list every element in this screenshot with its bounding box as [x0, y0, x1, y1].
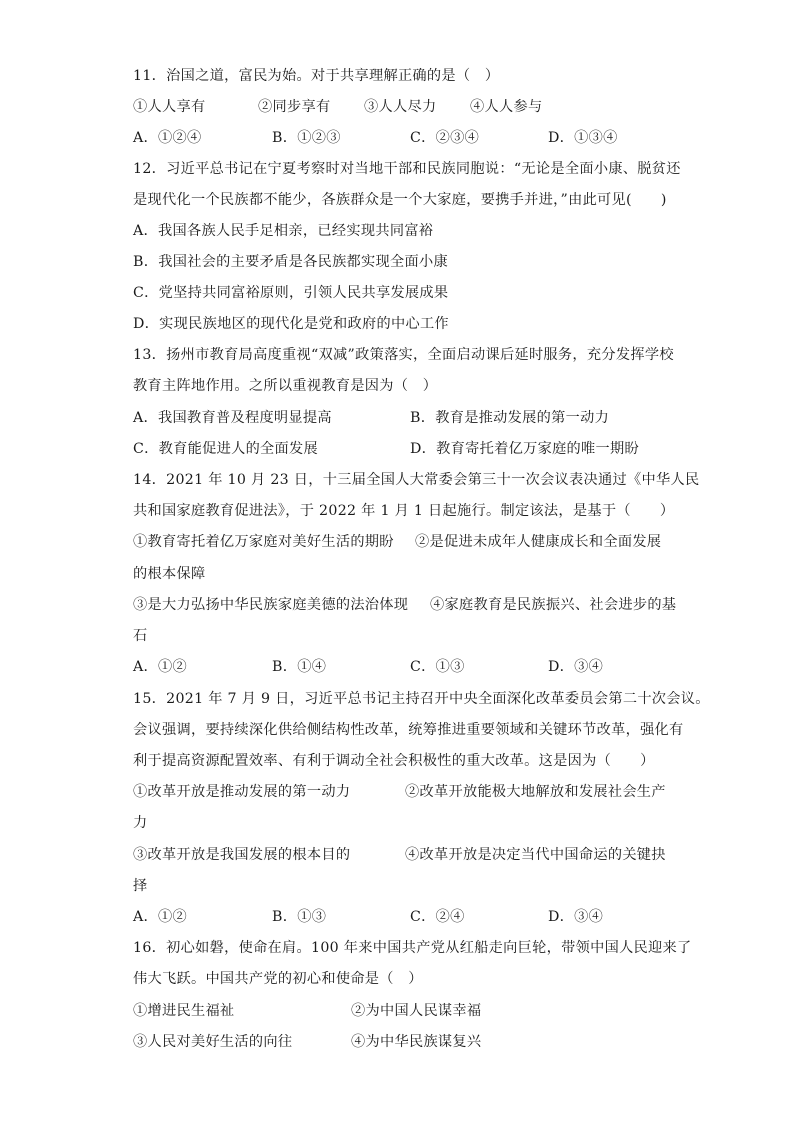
q14-item-3: ③是大力弘扬中华民族家庭美德的法治体现 — [133, 597, 409, 613]
q12-option-d[interactable]: D．实现民族地区的现代化是党和政府的中心工作 — [133, 316, 449, 332]
q15-item-1: ①改革开放是推动发展的第一动力 — [133, 784, 351, 800]
q15-option-d[interactable]: D．③④ — [548, 909, 604, 925]
q14-stem-line-1: 14．2021 年 10 月 23 日，十三届全国人大常委会第三十一次会议表决通过《中华人民 — [133, 472, 700, 488]
q16-item-2: ②为中国人民谋幸福 — [351, 1003, 482, 1019]
q15-item-2-cont: 力 — [133, 815, 148, 831]
q11-option-b[interactable]: B．①②③ — [272, 130, 341, 146]
q14-item-1: ①教育寄托着亿万家庭对美好生活的期盼 — [133, 534, 394, 550]
q11-option-d[interactable]: D．①③④ — [548, 130, 618, 146]
q15-option-c[interactable]: C．②④ — [410, 909, 465, 925]
q14-option-c[interactable]: C．①③ — [410, 659, 465, 675]
q15-item-2: ②改革开放能极大地解放和发展社会生产 — [405, 784, 666, 800]
q15-item-3: ③改革开放是我国发展的根本目的 — [133, 847, 351, 863]
q16-item-4: ④为中华民族谋复兴 — [351, 1034, 482, 1050]
q14-stem-line-2: 共和国家庭教育促进法》，于 2022 年 1 月 1 日起施行。制定该法，是基于（ ） — [133, 503, 675, 519]
q14-option-a[interactable]: A．①② — [133, 659, 188, 675]
q16-item-1: ①增进民生福祉 — [133, 1003, 235, 1019]
q16-stem-line-2: 伟大飞跃。中国共产党的初心和使命是（ ） — [133, 971, 423, 987]
q12-stem-line-1: 12．习近平总书记在宁夏考察时对当地干部和民族同胞说：“无论是全面小康、脱贫还 — [133, 161, 681, 177]
q11-option-c[interactable]: C．②③④ — [410, 130, 480, 146]
q14-item-2: ②是促进未成年人健康成长和全面发展 — [415, 534, 662, 550]
q14-item-2-cont: 的根本保障 — [133, 566, 206, 582]
q15-option-a[interactable]: A．①② — [133, 909, 188, 925]
q12-stem-line-2: 是现代化一个民族都不能少，各族群众是一个大家庭，要携手并进，”由此可见( ) — [133, 192, 667, 208]
q11-item-2: ②同步享有 — [258, 99, 331, 115]
q13-option-a[interactable]: A．我国教育普及程度明显提高 — [133, 410, 332, 426]
q16-item-3: ③人民对美好生活的向往 — [133, 1034, 293, 1050]
q11-item-4: ④人人参与 — [470, 99, 543, 115]
q13-stem-line-2: 教育主阵地作用。之所以重视教育是因为（ ） — [133, 378, 438, 394]
q11-option-a[interactable]: A．①②④ — [133, 130, 202, 146]
q14-option-b[interactable]: B．①④ — [272, 659, 327, 675]
q15-option-b[interactable]: B．①③ — [272, 909, 327, 925]
q11-item-3: ③人人尽力 — [364, 99, 437, 115]
q12-option-c[interactable]: C．党坚持共同富裕原则，引领人民共享发展成果 — [133, 285, 449, 301]
q15-stem-line-2: 会议强调，要持续深化供给侧结构性改革，统筹推进重要领域和关键环节改革，强化有 — [133, 722, 684, 738]
q12-option-b[interactable]: B．我国社会的主要矛盾是各民族都实现全面小康 — [133, 254, 448, 270]
q14-item-4-cont: 石 — [133, 628, 148, 644]
q12-option-a[interactable]: A．我国各族人民手足相亲，已经实现共同富裕 — [133, 223, 434, 239]
q15-item-4: ④改革开放是决定当代中国命运的关键抉 — [405, 847, 666, 863]
q14-option-d[interactable]: D．③④ — [548, 659, 604, 675]
q14-item-4: ④家庭教育是民族振兴、社会进步的基 — [430, 597, 677, 613]
q15-stem-line-1: 15．2021 年 7 月 9 日，习近平总书记主持召开中央全面深化改革委员会第二十次会议。 — [133, 691, 710, 707]
q15-stem-line-3: 利于提高资源配置效率、有利于调动全社会积极性的重大改革。这是因为（ ） — [133, 753, 655, 769]
q11-item-1: ①人人享有 — [133, 99, 206, 115]
q16-stem-line-1: 16．初心如磐，使命在肩。100 年来中国共产党从红船走向巨轮，带领中国人民迎来了 — [133, 940, 692, 956]
q15-item-4-cont: 择 — [133, 878, 148, 894]
q11-stem: 11．治国之道，富民为始。对于共享理解正确的是（ ） — [133, 68, 500, 84]
q13-option-d[interactable]: D．教育寄托着亿万家庭的唯一期盼 — [410, 441, 639, 457]
q13-stem-line-1: 13．扬州市教育局高度重视“双减”政策落实，全面启动课后延时服务，充分发挥学校 — [133, 347, 674, 363]
q13-option-c[interactable]: C．教育能促进人的全面发展 — [133, 441, 319, 457]
q13-option-b[interactable]: B．教育是推动发展的第一动力 — [410, 410, 610, 426]
